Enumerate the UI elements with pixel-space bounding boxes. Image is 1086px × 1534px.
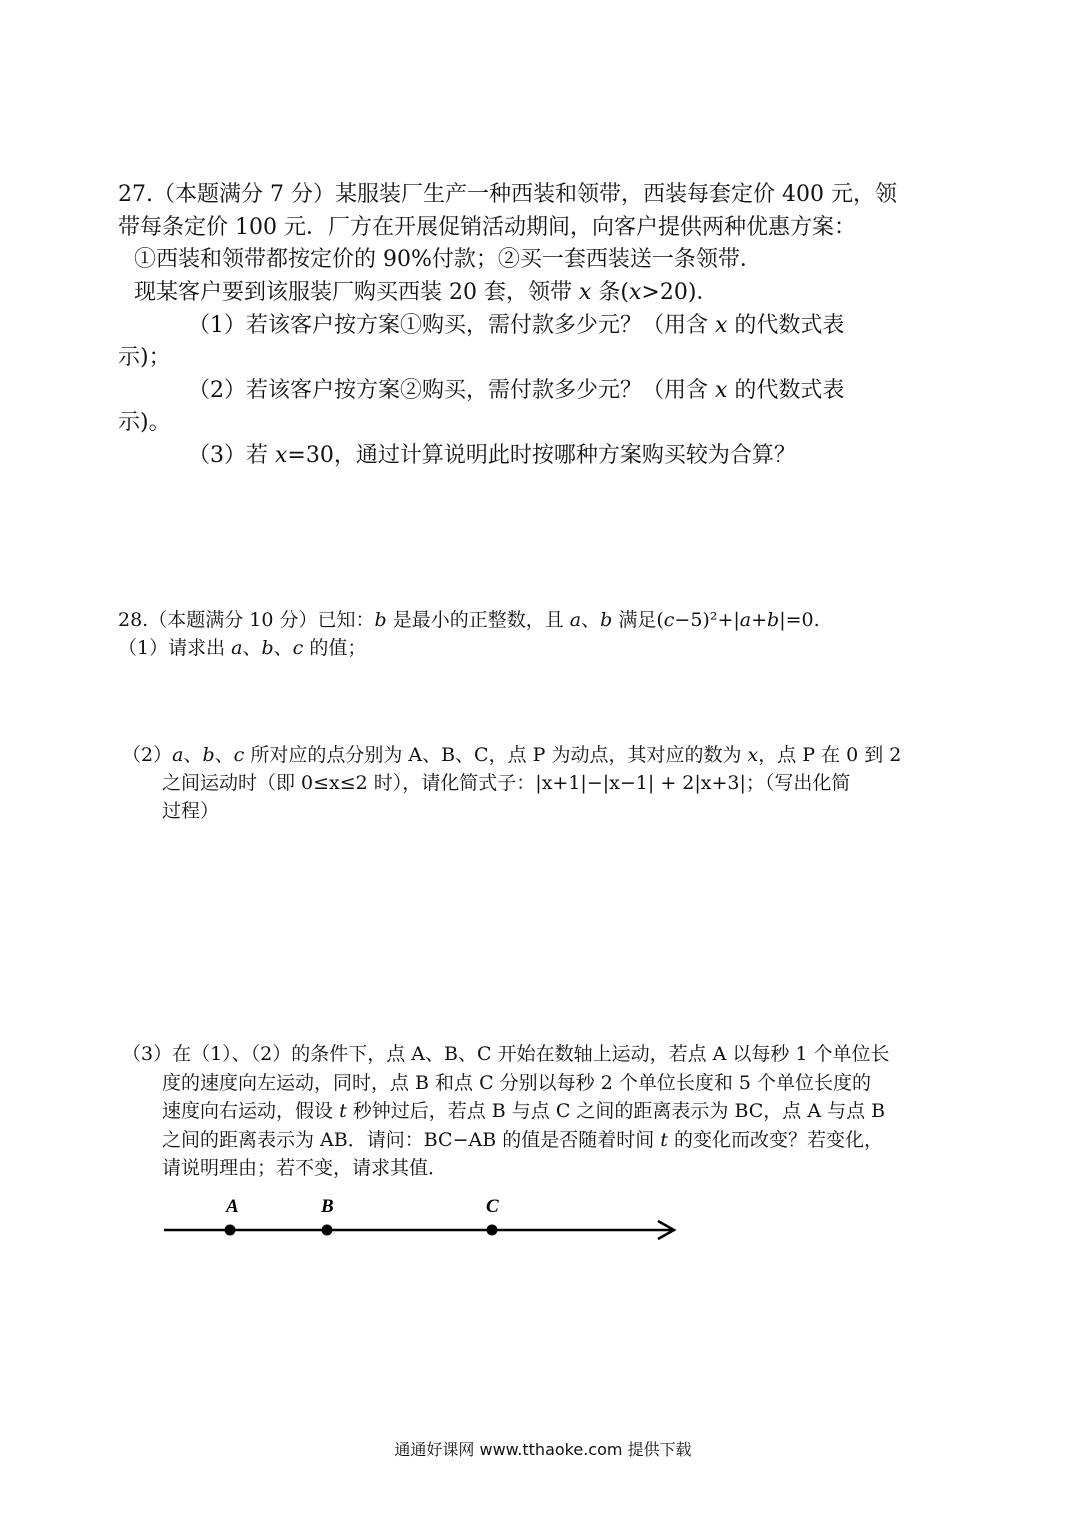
q27-line2: 带每条定价 100 元．厂方在开展促销活动期间，向客户提供两种优惠方案： bbox=[118, 215, 856, 240]
q28-part3-line2: 度的速度向左运动，同时，点 B 和点 C 分别以每秒 2 个单位长度和 5 个单位长度的 bbox=[162, 1072, 871, 1094]
label-a: A bbox=[226, 1196, 239, 1217]
q27-header: 27.（本题满分 7 分）某服装厂生产一种西装和领带，西装每套定价 400 元，领 bbox=[118, 182, 897, 207]
q27-part3: （3）若 x=30，通过计算说明此时按哪种方案购买较为合算？ bbox=[188, 443, 796, 468]
q28-part1: （1）请求出 a、b、c 的值； bbox=[118, 637, 367, 659]
label-b: B bbox=[321, 1196, 334, 1217]
q27-part2-cont: 示)。 bbox=[118, 410, 171, 435]
q28-header: 28.（本题满分 10 分）已知：b 是最小的正整数，且 a、b 满足(c−5)²+|a+b|=0. bbox=[118, 609, 820, 631]
label-c: C bbox=[486, 1196, 499, 1217]
q27-part1: （1）若该客户按方案①购买，需付款多少元？（用含 x 的代数式表 bbox=[188, 313, 845, 338]
q27-line3: ①西装和领带都按定价的 90%付款；②买一套西装送一条领带． bbox=[134, 247, 762, 272]
number-line bbox=[150, 1190, 690, 1250]
q27-part2: （2）若该客户按方案②购买，需付款多少元？（用含 x 的代数式表 bbox=[188, 378, 845, 403]
q28-part2-line1: （2）a、b、c 所对应的点分别为 A、B、C，点 P 为动点，其对应的数为 x，点 P 在 0 到 2 bbox=[122, 744, 902, 766]
q28-part2-line2: 之间运动时（即 0≤x≤2 时），请化简式子：|x+1|−|x−1| + 2|x+3|；（写出化简 bbox=[162, 772, 851, 794]
point-c bbox=[487, 1225, 498, 1236]
q28-part3-line5: 请说明理由；若不变，请求其值． bbox=[162, 1157, 448, 1179]
footer: 通通好课网 www.tthaoke.com 提供下载 bbox=[394, 1440, 692, 1459]
q28-part3-line4: 之间的距离表示为 AB．请问：BC−AB 的值是否随着时间 t 的变化而改变？若变化， bbox=[162, 1129, 883, 1151]
q27-line4: 现某客户要到该服装厂购买西装 20 套，领带 x 条(x>20)． bbox=[134, 280, 719, 305]
q28-part3-line3: 速度向右运动，假设 t 秒钟过后，若点 B 与点 C 之间的距离表示为 BC，点 A 与点 B bbox=[162, 1100, 886, 1122]
point-b bbox=[322, 1225, 333, 1236]
q28-part3-line1: （3）在（1）、（2）的条件下，点 A、B、C 开始在数轴上运动，若点 A 以每秒 1 个单位长 bbox=[122, 1043, 890, 1065]
q27-part1-cont: 示)； bbox=[118, 345, 171, 370]
q28-part2-line3: 过程） bbox=[162, 800, 220, 822]
point-a bbox=[225, 1225, 236, 1236]
